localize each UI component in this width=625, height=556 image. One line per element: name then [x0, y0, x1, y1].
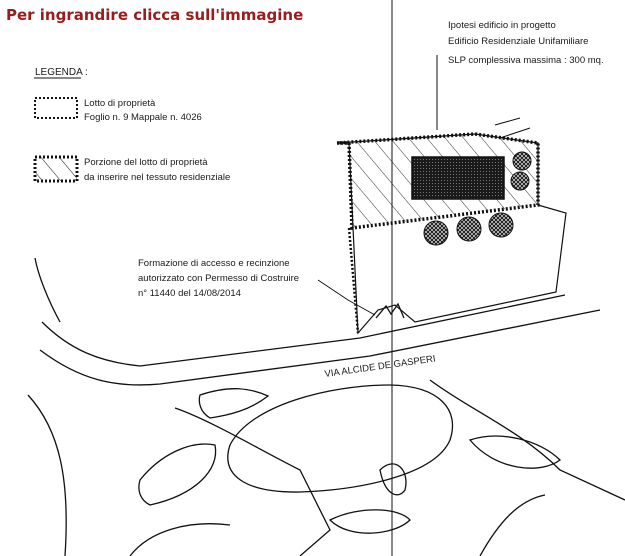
building-note — [437, 20, 604, 130]
legend — [34, 67, 230, 183]
access-note-line1: Formazione di accesso e recinzione — [138, 258, 290, 269]
enlarge-image-link[interactable]: Per ingrandire clicca sull'immagine — [6, 6, 304, 24]
legend-symbol-property-lot — [35, 98, 77, 118]
legend-symbol-residential-portion — [35, 157, 77, 181]
access-note-line2: autorizzato con Permesso di Costruire — [138, 273, 300, 284]
roundabout-islands — [130, 385, 560, 556]
building-footprint — [412, 157, 504, 199]
legend-title: LEGENDA : — [35, 67, 88, 78]
street-name: VIA ALCIDE DE GASPERI — [323, 353, 437, 380]
street — [28, 258, 625, 556]
legend-item-1-line1: Lotto di proprietà — [84, 98, 156, 109]
legend-item-1-line2: Foglio n. 9 Mappale n. 4026 — [84, 112, 202, 123]
legend-item-2-line2: da inserire nel tessuto residenziale — [84, 172, 231, 183]
building-note-line3: SLP complessiva massima : 300 mq. — [448, 55, 604, 66]
property-lot — [337, 118, 566, 333]
access-note-line3: n° 11440 del 14/08/2014 — [138, 288, 241, 299]
building-note-line2: Edificio Residenziale Unifamiliare — [448, 36, 589, 47]
building-note-line1: Ipotesi edificio in progetto — [448, 20, 556, 31]
access-note — [138, 258, 375, 315]
legend-item-2-line1: Porzione del lotto di proprietà — [84, 157, 208, 168]
